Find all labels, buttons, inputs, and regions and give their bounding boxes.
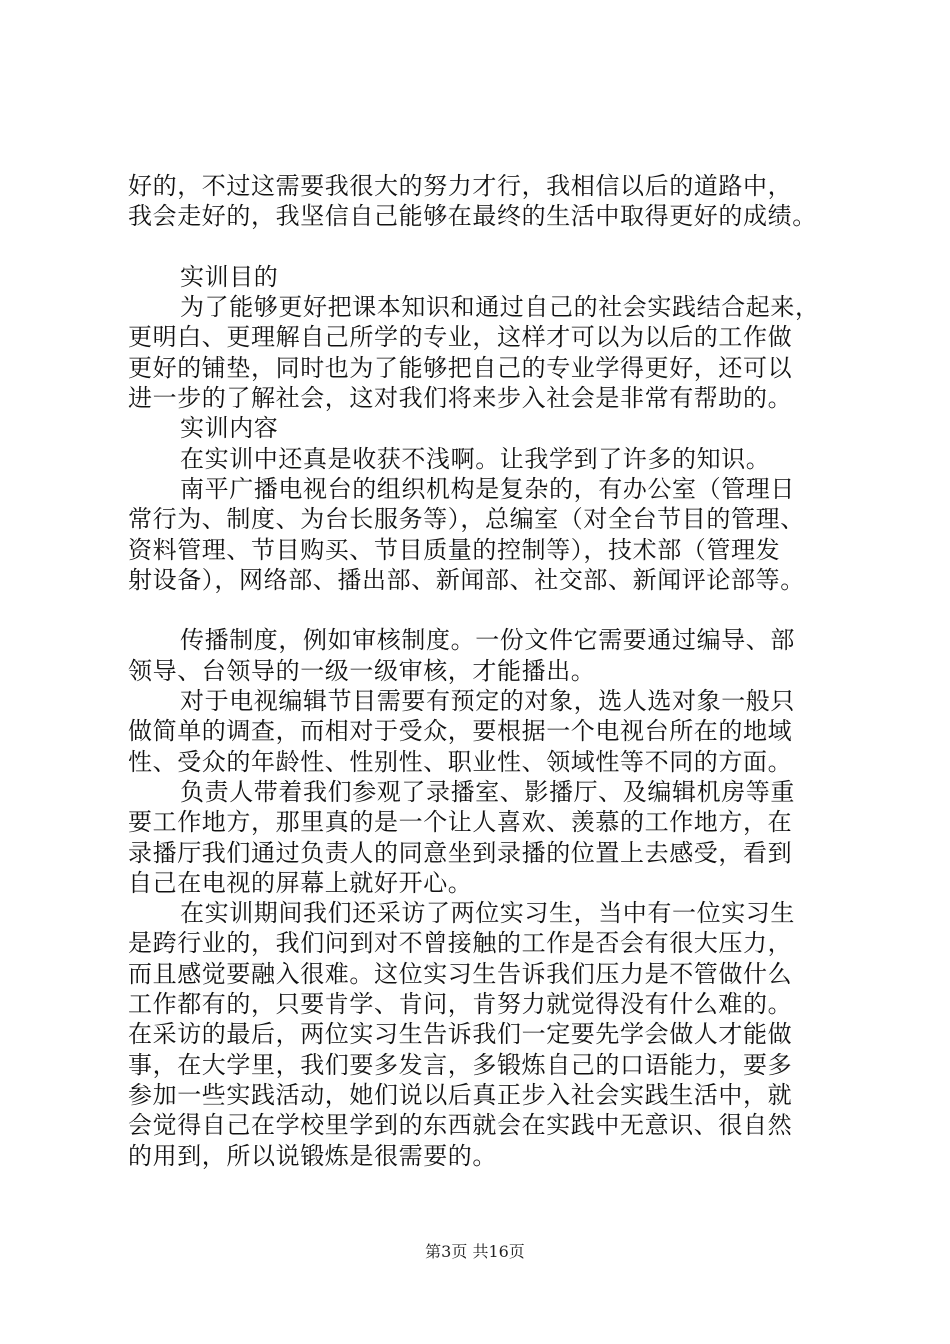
blank-line xyxy=(128,232,850,262)
text-line: 的用到，所以说锻炼是很需要的。 xyxy=(128,1141,497,1170)
text-line: 参加一些实践活动，她们说以后真正步入社会实践生活中，就 xyxy=(128,1080,793,1109)
text-line: 录播厅我们通过负责人的同意坐到录播的位置上去感受，看到 xyxy=(128,838,793,867)
text-line: 在实训期间我们还采访了两位实习生，当中有一位实习生 xyxy=(180,899,795,928)
text-line: 好的，不过这需要我很大的努力才行，我相信以后的道路中， xyxy=(128,172,793,200)
text-line: 射设备），网络部、播出部、新闻部、社交部、新闻评论部等。 xyxy=(128,565,805,594)
text-line: 性、受众的年龄性、性别性、职业性、领域性等不同的方面。 xyxy=(128,747,793,776)
blank-line xyxy=(128,595,850,625)
text-line: 在实训中还真是收获不浅啊。让我学到了许多的知识。 xyxy=(180,444,771,473)
text-line: 常行为、制度、为台长服务等），总编室（对全台节目的管理、 xyxy=(128,505,805,534)
text-line: 而且感觉要融入很难。这位实习生告诉我们压力是不管做什么 xyxy=(128,959,793,988)
text-line: 工作都有的，只要肯学、肯问，肯努力就觉得没有什么难的。 xyxy=(128,990,793,1019)
text-line: 要工作地方，那里真的是一个让人喜欢、羡慕的工作地方，在 xyxy=(128,808,793,837)
text-line: 资料管理、节目购买、节目质量的控制等），技术部（管理发 xyxy=(128,535,781,564)
text-line: 为了能够更好把课本知识和通过自己的社会实践结合起来， xyxy=(180,293,820,322)
text-line: 领导、台领导的一级一级审核，才能播出。 xyxy=(128,656,596,685)
text-line: 是跨行业的，我们问到对不曾接触的工作是否会有很大压力， xyxy=(128,929,793,958)
text-line: 南平广播电视台的组织机构是复杂的，有办公室（管理日 xyxy=(180,474,795,503)
text-line: 自己在电视的屏幕上就好开心。 xyxy=(128,868,473,897)
text-line: 会觉得自己在学校里学到的东西就会在实践中无意识、很自然 xyxy=(128,1111,793,1140)
text-line: 对于电视编辑节目需要有预定的对象，选人选对象一般只 xyxy=(180,687,795,716)
page-number-footer: 第3页 共16页 xyxy=(425,1242,525,1261)
text-line: 实训目的 xyxy=(180,262,279,291)
text-line: 实训内容 xyxy=(180,414,279,443)
text-line: 做简单的调查，而相对于受众，要根据一个电视台所在的地域 xyxy=(128,717,793,746)
text-line: 传播制度，例如审核制度。一份文件它需要通过编导、部 xyxy=(180,626,795,655)
text-line: 负责人带着我们参观了录播室、影播厅、及编辑机房等重 xyxy=(180,777,795,806)
text-line: 进一步的了解社会，这对我们将来步入社会是非常有帮助的。 xyxy=(128,384,793,413)
text-line: 在采访的最后，两位实习生告诉我们一定要先学会做人才能做 xyxy=(128,1020,793,1049)
document-body xyxy=(128,171,850,1171)
text-line: 更明白、更理解自己所学的专业，这样才可以为以后的工作做 xyxy=(128,323,793,352)
text-line: 我会走好的，我坚信自己能够在最终的生活中取得更好的成绩。 xyxy=(128,202,817,231)
text-line: 更好的铺垫，同时也为了能够把自己的专业学得更好，还可以 xyxy=(128,353,793,382)
text-line: 事，在大学里，我们要多发言，多锻炼自己的口语能力，要多 xyxy=(128,1050,793,1079)
